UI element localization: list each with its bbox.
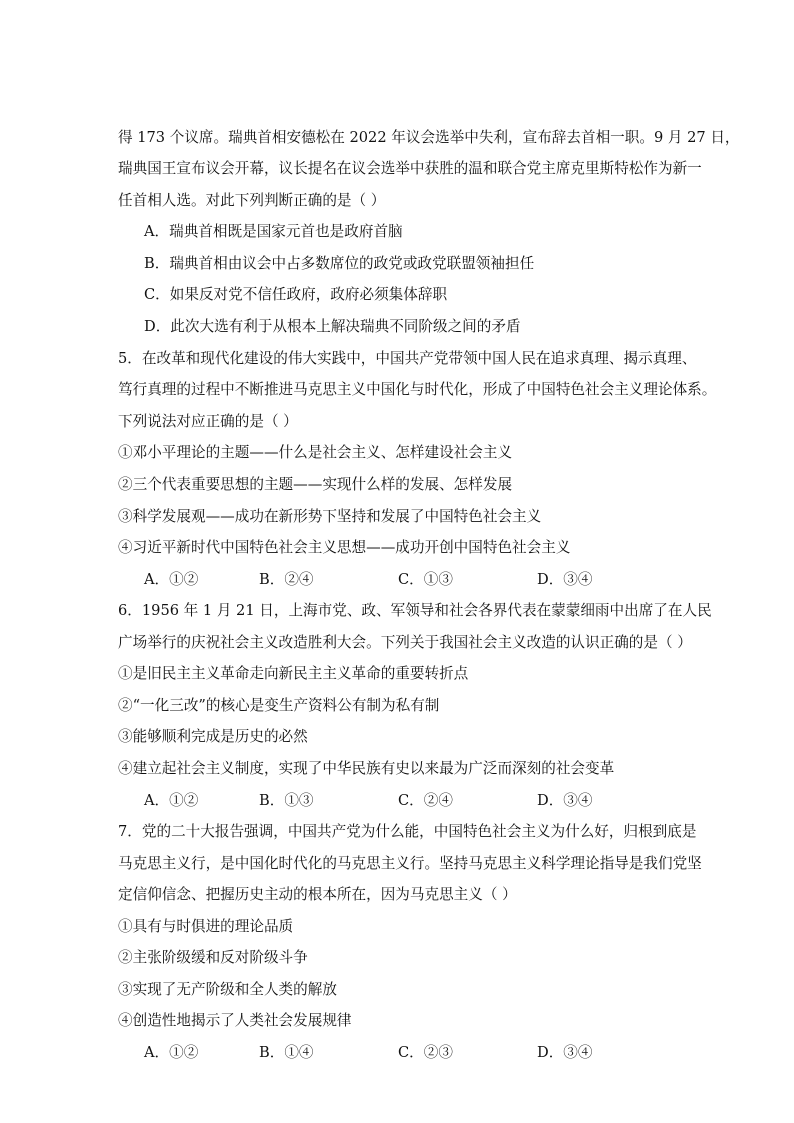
q5-choices xyxy=(144,570,664,590)
q6-statement-2: ②“一化三改”的核心是变生产资料公有制为私有制 xyxy=(118,697,440,714)
q6-statement-3: ③能够顺利完成是历史的必然 xyxy=(118,728,308,745)
q6-choice-a: A．①② xyxy=(144,792,199,809)
q5-stem-line: 下列说法对应正确的是（ ） xyxy=(118,413,298,430)
q5-choice-a: A．①② xyxy=(144,571,199,588)
q4-stem-line: 任首相人选。对此下列判断正确的是（ ） xyxy=(118,192,386,209)
q7-choice-d: D．③④ xyxy=(537,1044,593,1061)
q5-choice-d: D．③④ xyxy=(537,571,593,588)
q6-statement-1: ①是旧民主主义革命走向新民主主义革命的重要转折点 xyxy=(118,665,469,682)
q7-choices xyxy=(144,1043,664,1063)
q6-choices xyxy=(144,791,664,811)
q4-option-a: A．瑞典首相既是国家元首也是政府首脑 xyxy=(144,223,403,240)
q5-statement-4: ④习近平新时代中国特色社会主义思想——成功开创中国特色社会主义 xyxy=(118,539,571,556)
q5-stem-line: 5．在改革和现代化建设的伟大实践中，中国共产党带领中国人民在追求真理、揭示真理、 xyxy=(118,350,697,367)
q6-choice-d: D．③④ xyxy=(537,792,593,809)
q5-stem-line: 笃行真理的过程中不断推进马克思主义中国化与时代化，形成了中国特色社会主义理论体系。 xyxy=(118,381,717,398)
q7-statement-3: ③实现了无产阶级和全人类的解放 xyxy=(118,981,337,998)
q4-stem-line: 瑞典国王宣布议会开幕，议长提名在议会选举中获胜的温和联合党主席克里斯特松作为新一 xyxy=(118,160,702,177)
q4-option-b: B．瑞典首相由议会中占多数席位的政党或政党联盟领袖担任 xyxy=(144,255,535,272)
q6-choice-b: B．①③ xyxy=(259,792,314,809)
q7-choice-b: B．①④ xyxy=(259,1044,314,1061)
q6-choice-c: C．②④ xyxy=(398,792,453,809)
q5-statement-3: ③科学发展观——成功在新形势下坚持和发展了中国特色社会主义 xyxy=(118,508,542,525)
q6-statement-4: ④建立起社会主义制度，实现了中华民族有史以来最为广泛而深刻的社会变革 xyxy=(118,760,615,777)
q5-choice-c: C．①③ xyxy=(398,571,453,588)
q7-choice-a: A．①② xyxy=(144,1044,199,1061)
q5-statement-2: ②三个代表重要思想的主题——实现什么样的发展、怎样发展 xyxy=(118,476,513,493)
q6-stem-line: 6．1956 年 1 月 21 日，上海市党、政、军领导和社会各界代表在蒙蒙细雨中出席了在人民 xyxy=(118,602,712,619)
q4-option-c: C．如果反对党不信任政府，政府必须集体辞职 xyxy=(144,286,448,303)
q6-stem-line: 广场举行的庆祝社会主义改造胜利大会。下列关于我国社会主义改造的认识正确的是（ ） xyxy=(118,634,692,651)
q7-statement-2: ②主张阶级缓和反对阶级斗争 xyxy=(118,949,308,966)
q7-stem-line: 7．党的二十大报告强调，中国共产党为什么能，中国特色社会主义为什么好，归根到底是 xyxy=(118,823,697,840)
q7-stem-line: 马克思主义行，是中国化时代化的马克思主义行。坚持马克思主义科学理论指导是我们党坚 xyxy=(118,855,702,872)
q4-stem-line: 得 173 个议席。瑞典首相安德松在 2022 年议会选举中失利，宣布辞去首相一职。9 月 27 日， xyxy=(118,129,740,146)
q7-choice-c: C．②③ xyxy=(398,1044,453,1061)
q7-statement-1: ①具有与时俱进的理论品质 xyxy=(118,918,294,935)
q7-statement-4: ④创造性地揭示了人类社会发展规律 xyxy=(118,1012,352,1029)
q4-option-d: D．此次大选有利于从根本上解决瑞典不同阶级之间的矛盾 xyxy=(144,318,521,335)
q5-choice-b: B．②④ xyxy=(259,571,314,588)
q7-stem-line: 定信仰信念、把握历史主动的根本所在，因为马克思主义（ ） xyxy=(118,886,517,903)
q5-statement-1: ①邓小平理论的主题——什么是社会主义、怎样建设社会主义 xyxy=(118,444,513,461)
